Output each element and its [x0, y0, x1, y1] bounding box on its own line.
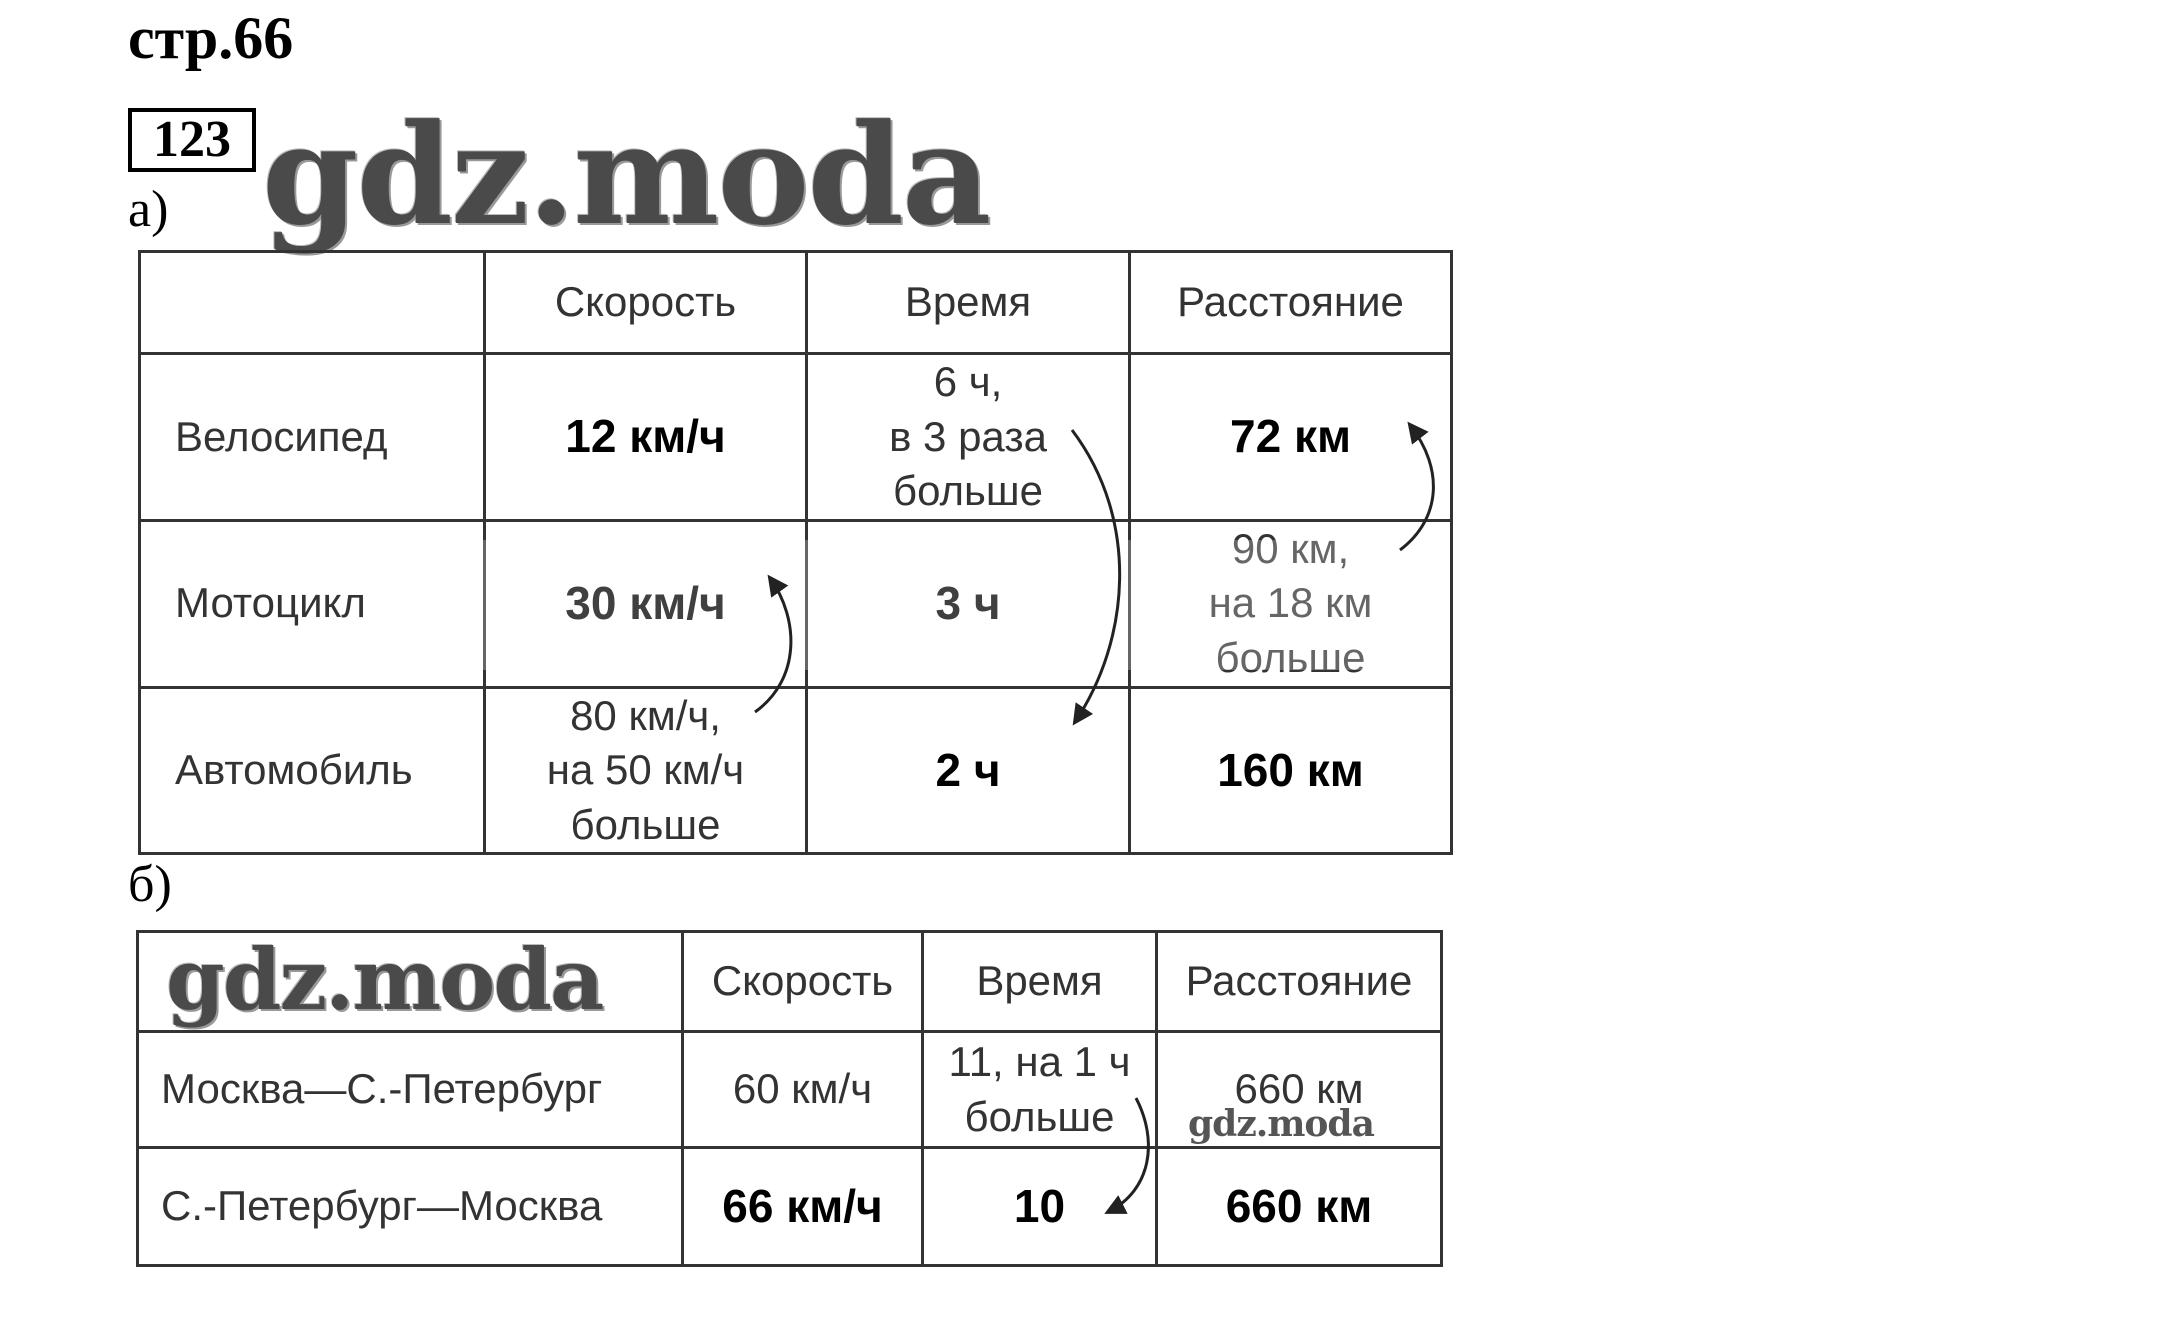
time-cell: 2 ч — [807, 687, 1130, 854]
speed-line: на 50 км/ч — [546, 746, 745, 794]
row-name: Велосипед — [140, 354, 485, 521]
time-cell — [923, 1032, 1157, 1148]
speed-cell: 30 км/ч — [485, 520, 807, 687]
header-time: Время — [923, 932, 1157, 1032]
row-name: Мотоцикл — [140, 520, 485, 687]
header-distance: Расстояние — [1130, 252, 1452, 354]
table-header-row — [140, 252, 1452, 354]
speed-cell: 60 км/ч — [683, 1032, 923, 1148]
header-speed: Скорость — [683, 932, 923, 1032]
row-name: Москва—С.-Петербург — [138, 1032, 683, 1148]
page-ref: стр.66 — [128, 5, 294, 71]
table-row — [140, 354, 1452, 521]
part-b-label: б) — [128, 856, 172, 913]
table-row — [138, 1148, 1442, 1266]
distance-cell: 72 км — [1130, 354, 1452, 521]
header-time: Время — [807, 252, 1130, 354]
time-cell: 10 — [923, 1148, 1157, 1266]
row-name: Автомобиль — [140, 687, 485, 854]
distance-cell: 660 км — [1157, 1148, 1442, 1266]
distance-line: больше — [1215, 633, 1366, 681]
watermark-logo: gdz.moda — [1188, 1103, 1374, 1145]
speed-cell: 66 км/ч — [683, 1148, 923, 1266]
distance-cell: 660 км — [1157, 1032, 1442, 1148]
distance-cell: 160 км — [1130, 687, 1452, 854]
speed-line: больше — [570, 800, 721, 848]
header-distance: Расстояние — [1157, 932, 1442, 1032]
task-number: 123 — [128, 108, 256, 172]
table-row — [140, 520, 1452, 687]
table-row — [140, 687, 1452, 854]
part-a-label: а) — [128, 181, 169, 238]
time-line: 11, на 1 ч — [948, 1037, 1131, 1085]
distance-line: на 18 км — [1208, 579, 1373, 627]
row-name: С.-Петербург—Москва — [138, 1148, 683, 1266]
watermark-logo: gdz.moda — [262, 93, 990, 256]
time-line: в 3 раза — [889, 412, 1047, 460]
watermark-logo: gdz.moda — [166, 930, 603, 1029]
distance-cell — [1130, 520, 1452, 687]
speed-line: 80 км/ч, — [570, 691, 721, 739]
time-line: больше — [964, 1092, 1115, 1140]
speed-cell — [485, 687, 807, 854]
time-cell — [807, 354, 1130, 521]
header-empty-cell — [140, 252, 485, 354]
distance-line: 90 км, — [1231, 524, 1350, 572]
time-cell: 3 ч — [807, 520, 1130, 687]
time-line: 6 ч, — [933, 358, 1003, 405]
table-part-a — [138, 250, 1453, 855]
header-speed: Скорость — [485, 252, 807, 354]
speed-cell: 12 км/ч — [485, 354, 807, 521]
time-line: больше — [893, 467, 1043, 515]
